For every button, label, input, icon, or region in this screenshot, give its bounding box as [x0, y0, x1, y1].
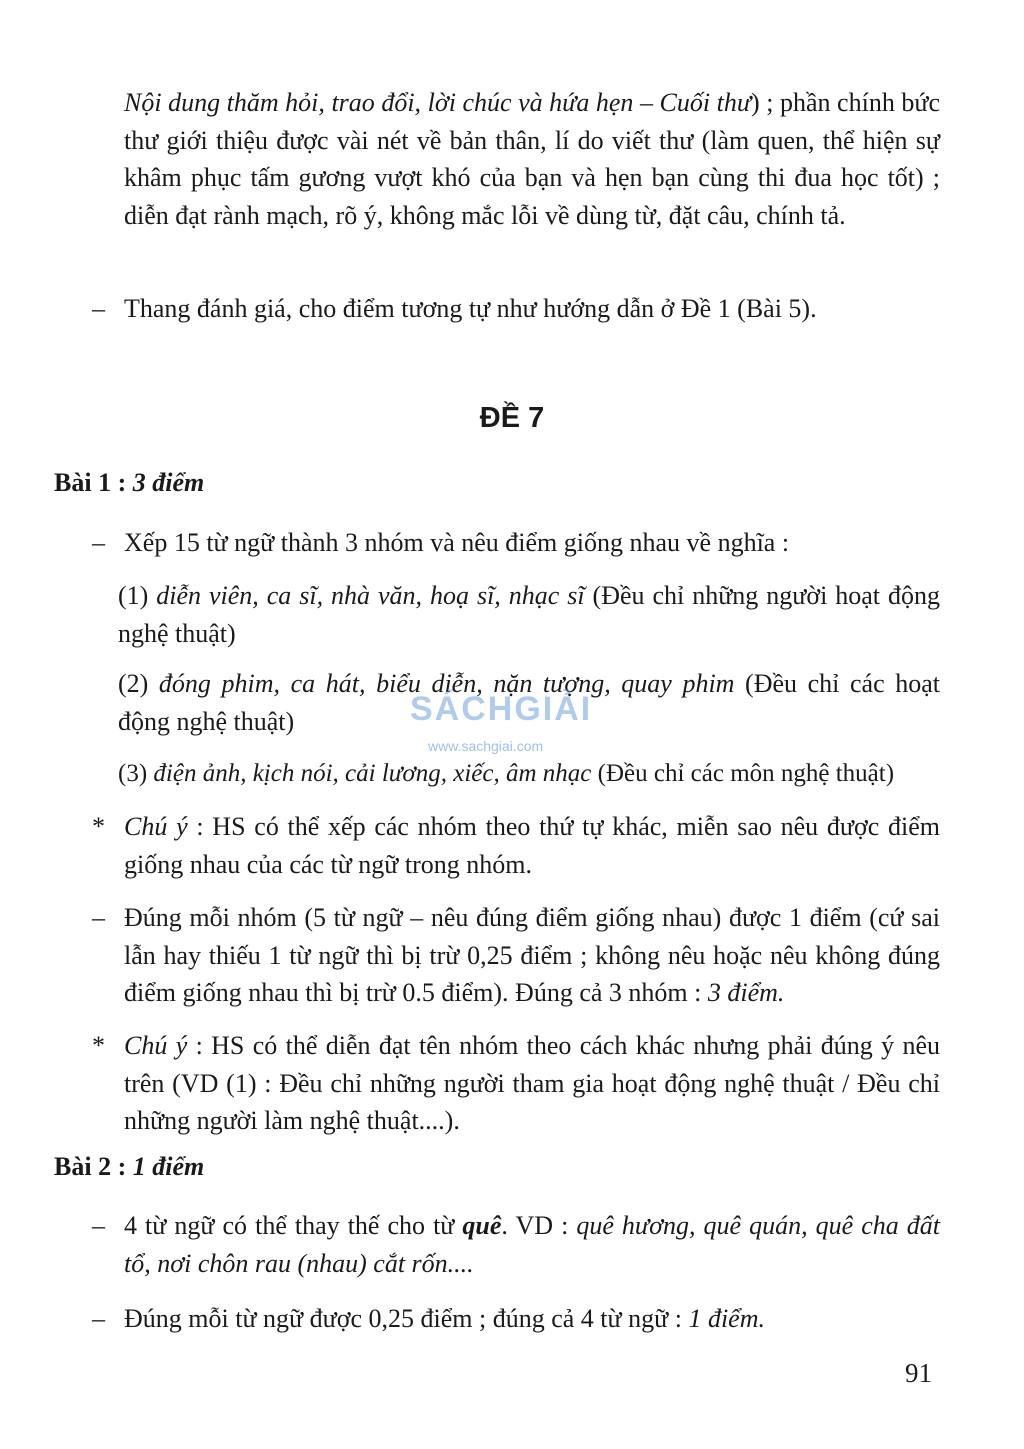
bullet-dash: –	[92, 903, 105, 932]
example-words: quê hương, quê quán, quê cha đất tổ, nơi chôn rau (nhau) cắt rốn....	[124, 1211, 940, 1278]
bullet-dash: –	[92, 1211, 105, 1240]
scoring-total: 1 điểm.	[688, 1304, 765, 1333]
section-bai-2	[54, 1152, 204, 1182]
keyword: quê	[462, 1211, 502, 1240]
note-text: : HS có thể diễn đạt tên nhóm theo cách khác nhưng phải đúng ý nêu trên (VD (1) : Đều chỉ những người tham gia hoạt động nghệ thuật / Đều chỉ những người làm nghệ thuật....).	[124, 1031, 940, 1135]
group-2	[118, 665, 940, 740]
bai-2-scoring	[124, 1300, 940, 1338]
page-number: 91	[905, 1358, 932, 1388]
group-explanation: (Đều chỉ những người hoạt động nghệ thuật)	[118, 581, 940, 648]
example-label: . VD :	[501, 1211, 577, 1240]
bullet-dash: –	[92, 528, 105, 557]
section-points: 3 điểm	[132, 468, 205, 497]
scoring-total: 3 điểm.	[707, 978, 785, 1007]
watermark-url: www.sachgiai.com	[428, 738, 544, 754]
section-bai-1	[54, 468, 204, 498]
note-2	[124, 1027, 940, 1140]
scoring-text: Đúng mỗi từ ngữ được 0,25 điểm ; đúng cả 4 từ ngữ :	[124, 1304, 689, 1333]
intro-paragraph	[124, 84, 940, 234]
note-star: *	[92, 1031, 105, 1060]
note-1	[124, 808, 940, 883]
group-number: (1)	[118, 581, 157, 610]
group-3	[118, 755, 958, 793]
note-label: Chú ý	[124, 1031, 188, 1060]
grading-note	[124, 290, 940, 328]
group-words: điện ảnh, kịch nói, cải lương, xiếc, âm nhạc	[153, 760, 592, 787]
task-instruction-text: Xếp 15 từ ngữ thành 3 nhóm và nêu điểm giống nhau về nghĩa :	[124, 528, 790, 557]
group-1	[118, 577, 940, 652]
intro-italic: Nội dung thăm hỏi, trao đổi, lời chúc và hứa hẹn – Cuối thư	[124, 88, 752, 117]
exam-heading: ĐỀ 7	[479, 402, 545, 434]
group-words: diễn viên, ca sĩ, nhà văn, hoạ sĩ, nhạc sĩ	[156, 581, 585, 610]
group-number: (3)	[118, 760, 154, 787]
replacement-words	[124, 1207, 940, 1282]
section-label: Bài 1 :	[54, 468, 133, 497]
intro-text: ) ; phần chính bức thư giới thiệu được vài nét về bản thân, lí do viết thư (làm quen, thể hiện sự khâm phục tấm gương vượt khó của bạn và hẹn bạn cùng thi đua học tốt) ; diễn đạt rành mạch, rõ ý, không mắc lỗi về dùng từ, đặt câu, chính tả.	[124, 88, 940, 230]
bullet-dash: –	[92, 294, 105, 323]
section-label: Bài 2 :	[54, 1152, 133, 1181]
grading-note-text: Thang đánh giá, cho điểm tương tự như hướng dẫn ở Đề 1 (Bài 5).	[124, 294, 817, 323]
group-explanation: (Đều chỉ các môn nghệ thuật)	[591, 760, 895, 787]
watermark-logo: SÁCHGIẢI	[410, 690, 593, 728]
scoring-text: Đúng mỗi nhóm (5 từ ngữ – nêu đúng điểm giống nhau) được 1 điểm (cứ sai lẫn hay thiếu 1 từ ngữ thì bị trừ 0,25 điểm ; không nêu hoặc nêu không đúng điểm giống nhau thì bị trừ 0.5 điểm). Đúng cả 3 nhóm :	[124, 903, 940, 1007]
task-instruction	[124, 524, 940, 562]
note-label: Chú ý	[124, 812, 188, 841]
note-star: *	[92, 812, 105, 841]
replacement-text: 4 từ ngữ có thể thay thế cho từ	[124, 1211, 463, 1240]
group-explanation: (Đều chỉ các hoạt động nghệ thuật)	[118, 669, 940, 736]
note-text: : HS có thể xếp các nhóm theo thứ tự khác, miễn sao nêu được điểm giống nhau của các từ ngữ trong nhóm.	[124, 812, 940, 879]
section-points: 1 điểm	[132, 1152, 205, 1181]
bullet-dash: –	[92, 1304, 105, 1333]
scoring-rule	[124, 899, 940, 1012]
group-words: đóng phim, ca hát, biểu diễn, nặn tượng, quay phim	[158, 669, 735, 698]
group-number: (2)	[118, 669, 159, 698]
